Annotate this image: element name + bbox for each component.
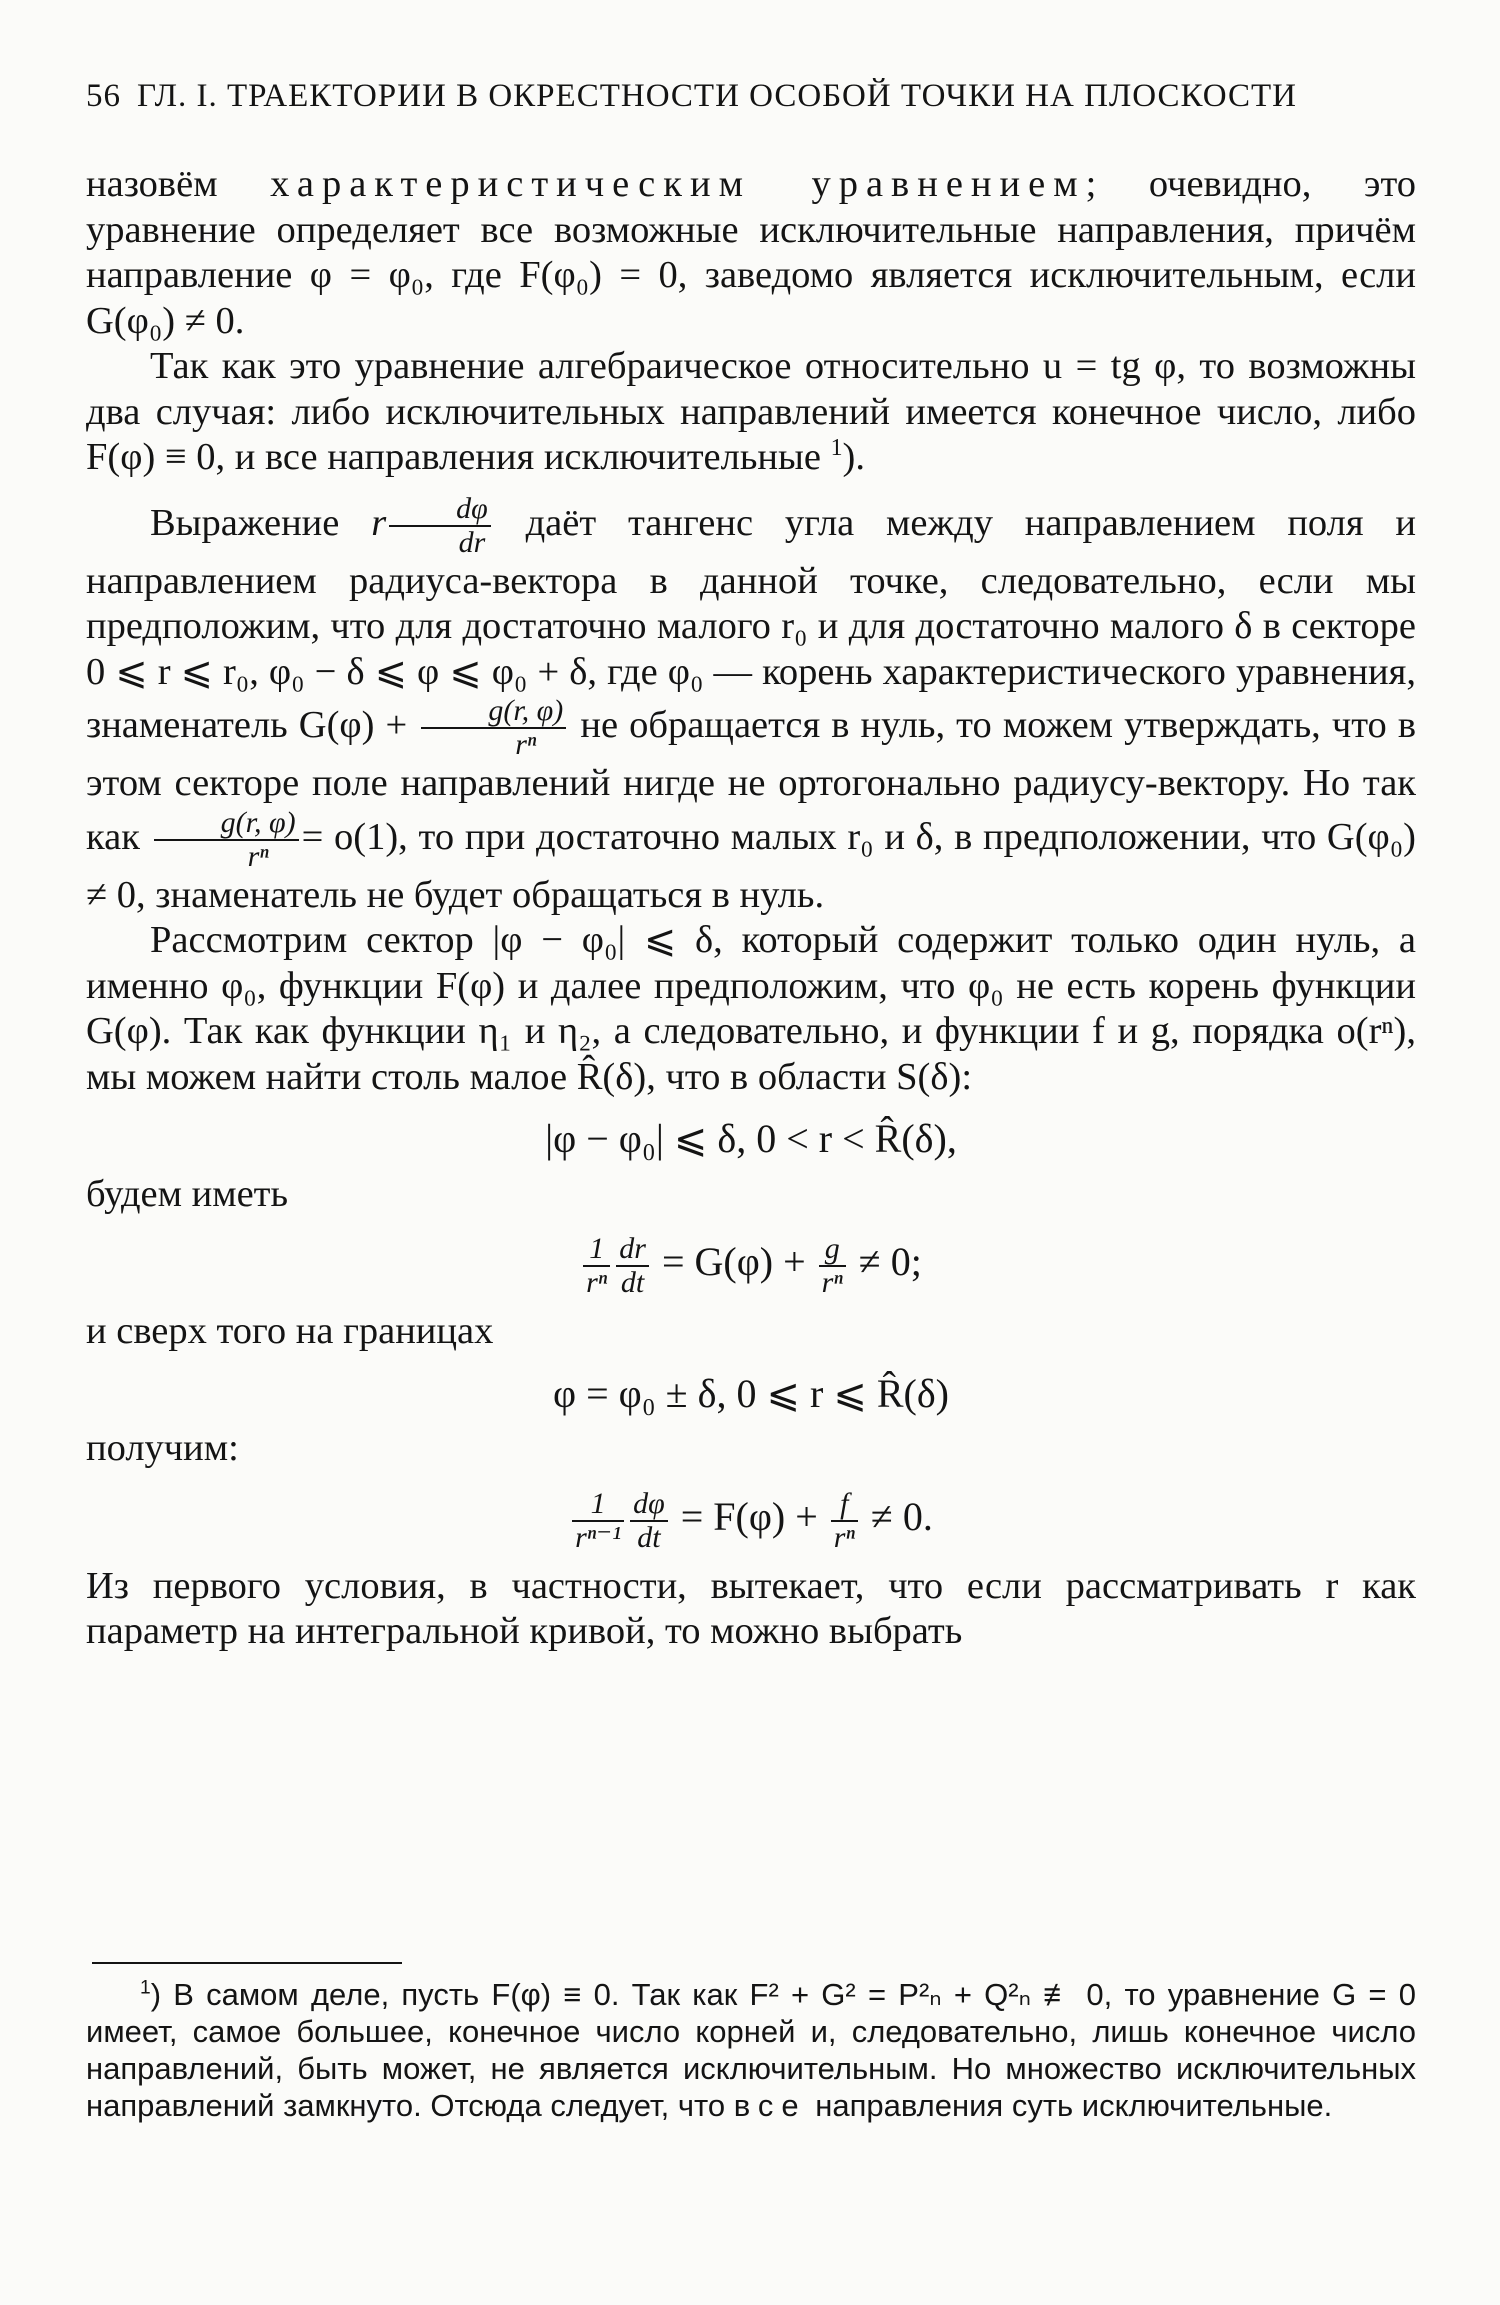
label-we-have: будем иметь [86,1172,289,1215]
label-boundaries: и сверх того на границах [86,1310,494,1352]
fraction-g-rn-2: $\frac{g(r, \varphi)}{\text{rⁿ}}$ [154,807,299,873]
paragraph-5: Из первого условия, в частности, вытекает, что если рассматривать r как параметр на интегральной кривой, то можно выбрать [86,1564,1416,1652]
footnote [86,1976,1416,2124]
paragraph-3: Выражение r $\frac{d\varphi}{dr}$ даёт тангенс угла между направлением поля и направлением радиуса-вектора в данной точке, следовательно, если мы предположим, что для достаточно малого r₀ и для достаточно малого δ в секторе 0 ⩽ r ⩽ r₀, φ₀ − δ ⩽ φ ⩽ φ₀ + δ, где φ₀ — корень характеристического уравнения, знаменатель G(φ) + $\frac{g(r, \varphi)}{\text{rⁿ}}$ не обращается в нуль, то можем утверждать, что в этом секторе поле направлений нигде не ортогонально радиусу-вектору. Но так как $\frac{g(r, \varphi)}{\text{rⁿ}}$ = o(1), то при достаточно малых r₀ и δ, в предположении, что G(φ₀) ≠ 0, знаменатель не будет обращаться в нуль. [86,491,1417,916]
p2-end: ). [842,436,865,478]
footnote-text-b: направления суть исключительные. [815,2088,1333,2123]
formula-dr-dt: $\frac{1}{\text{rⁿ}}$ $\frac{dr}{dt}$ = G(φ) + $\frac{g}{\text{rⁿ}}$ ≠ 0; [86,1233,1416,1299]
footnote-mark: 1 [140,1977,151,1999]
p3-text-a: Выражение [150,501,340,544]
footnote-emphasis: все [733,2088,807,2123]
paragraph-1 [86,162,1416,344]
p1-text-b: ; очевидно, это уравнение определяет все возможные исключительные направления, причём направление φ = φ₀, где F(φ₀) = 0, заведомо является исключительным, если G(φ₀) ≠ 0. [86,163,1417,342]
footnote-rule [92,1962,402,1964]
paragraph-4: Рассмотрим сектор |φ − φ₀| ⩽ δ, который содержит только один нуль, а именно φ₀, функции F(φ) и далее предположим, что φ₀ не есть корень функции G(φ). Так как функции η₁ и η₂, а следовательно, и функции f и g, порядка o(rⁿ), мы можем найти столь малое R̂(δ), что в области S(δ): [86,919,1416,1098]
running-header [86,78,1416,115]
formula-sector: |φ − φ₀| ⩽ δ, 0 < r < R̂(δ), [545,1116,957,1161]
p3-text-d: не обращается в нуль, то можем утверждать, что в этом секторе поле направлений нигде не ортогонально радиусу-вектору. Но так как [86,703,1417,858]
p1-text-a: назовём [86,163,218,205]
p1-emphasis: характеристическим уравнением [270,163,1086,205]
p3-text-f: = o(1), то при достаточно малых r₀ и δ, в предположении, что G(φ₀) ≠ 0, знаменатель не будет обращаться в нуль. [86,815,1417,916]
p3-text-b: даёт тангенс угла между направлением поля и направлением радиуса-вектора в данной точке, следовательно, если мы предположим, что для достаточно малого r₀ и для достаточно малого δ в секторе 0 ⩽ r ⩽ r₀, φ₀ − δ ⩽ φ ⩽ φ₀ + δ, где φ₀ — корень характеристического уравнения, знаменатель G(φ) + [86,501,1416,746]
fraction-dphi-dr: $\frac{d\varphi}{dr}$ [389,493,491,559]
chapter-title: ГЛ. I. ТРАЕКТОРИИ В ОКРЕСТНОСТИ ОСОБОЙ ТОЧКИ НА ПЛОСКОСТИ [137,78,1297,114]
footnote-ref: 1 [830,435,843,462]
formula-dphi-dt: $\frac{1}{\text{rⁿ⁻¹}}$ $\frac{d\varphi}{dt}$ = F(φ) + $\frac{f}{\text{rⁿ}}$ ≠ 0. [86,1488,1416,1554]
label-obtain: получим: [86,1427,239,1469]
p2-text: Так как это уравнение алгебраическое относительно u = tg φ, то возможны два случая: либо исключительных направлений имеется конечное число, либо F(φ) ≡ 0, и все направления исключительные [86,345,1416,478]
main-text [86,162,1416,1655]
paragraph-2 [86,344,1416,481]
fraction-g-rn: $\frac{g(r, \varphi)}{\text{rⁿ}}$ [421,695,566,761]
page-number: 56 [86,78,121,114]
formula-boundaries: φ = φ₀ ± δ, 0 ⩽ r ⩽ R̂(δ) [553,1370,949,1416]
footnote-text-a: ) В самом деле, пусть F(φ) ≡ 0. Так как F² + G² = P²ₙ + Q²ₙ ≢ 0, то уравнение G = 0 имеет, самое большее, конечное число корней и, следовательно, лишь конечное число направлений, быть может, не является исключительным. Но множество исключительных направлений замкнуто. Отсюда следует, что [86,1977,1416,2123]
